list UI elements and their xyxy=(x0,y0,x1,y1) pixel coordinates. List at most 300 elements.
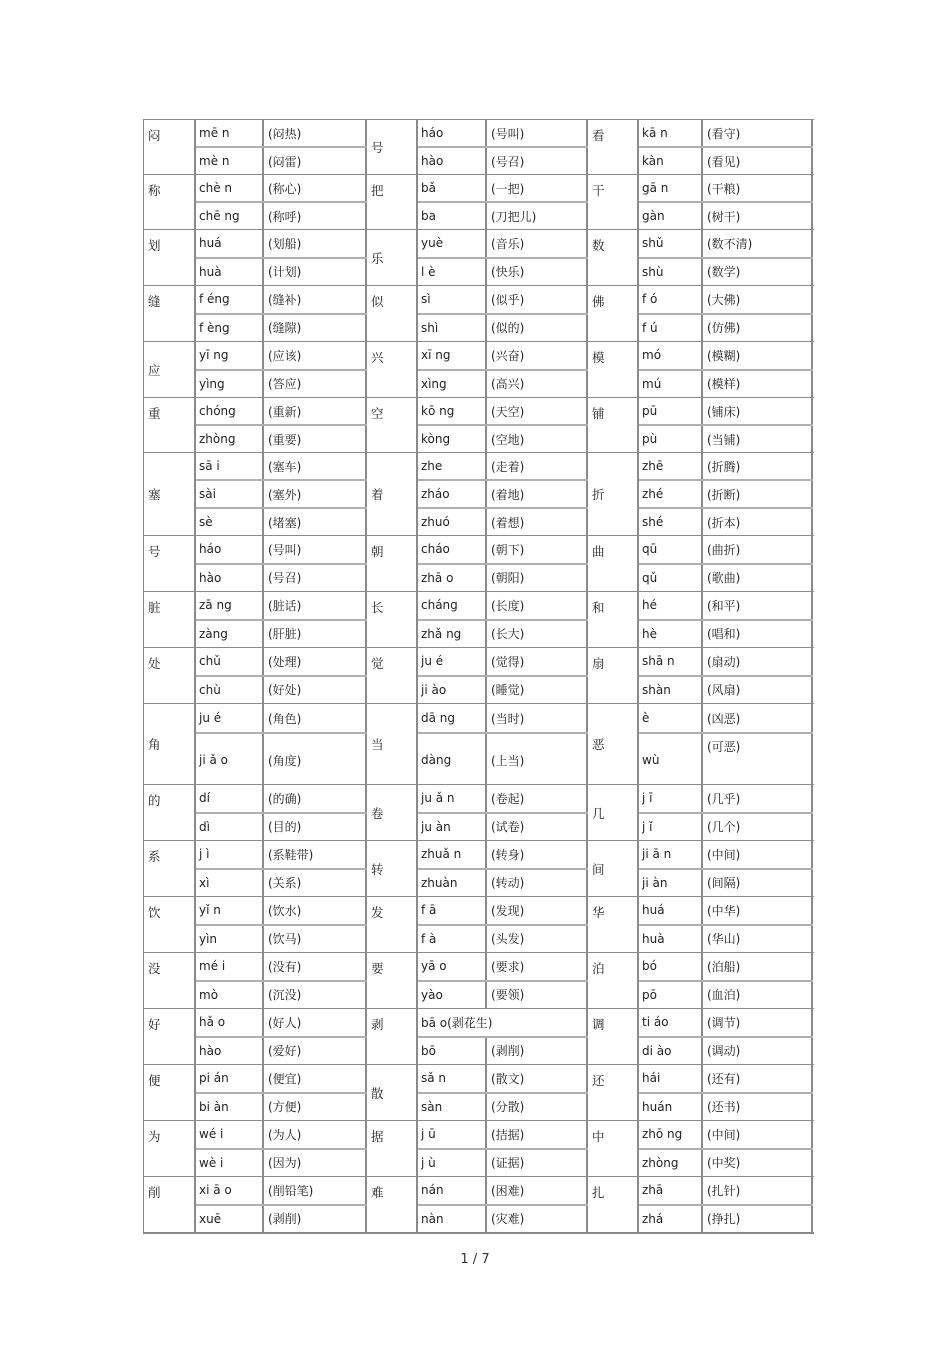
character-cell: 好 xyxy=(144,1009,196,1064)
table-row xyxy=(143,535,814,591)
example-word-cell: (似的) xyxy=(487,315,588,342)
character-cell: 泊 xyxy=(588,953,639,1008)
pinyin-cell: dā ng xyxy=(418,704,487,732)
pinyin-cell: è xyxy=(639,704,703,732)
pinyin-cell: ju é xyxy=(196,704,264,732)
reading-row xyxy=(639,1206,813,1233)
character-group xyxy=(588,897,813,952)
reading-row xyxy=(639,315,813,342)
reading-row xyxy=(639,1150,813,1177)
reading-row xyxy=(639,342,813,371)
reading-row xyxy=(418,1038,588,1065)
reading-row xyxy=(196,286,367,315)
character-cell: 还 xyxy=(588,1065,639,1120)
character-cell: 的 xyxy=(144,785,196,840)
pinyin-cell: chù xyxy=(196,677,264,704)
example-word-cell: (分散) xyxy=(487,1094,588,1121)
example-word-cell: (树干) xyxy=(703,203,813,229)
example-word-cell: (转动) xyxy=(487,870,588,897)
example-word-cell: (角度) xyxy=(264,734,367,786)
table-row xyxy=(143,840,814,896)
example-word-cell: (号召) xyxy=(264,565,367,592)
table-row xyxy=(143,896,814,952)
reading-row xyxy=(639,203,813,229)
example-word-cell: (的确) xyxy=(264,785,367,812)
reading-row xyxy=(418,953,588,982)
example-word-cell: (因为) xyxy=(264,1150,367,1177)
reading-row xyxy=(639,1038,813,1065)
pinyin-cell: ji ào xyxy=(418,677,487,704)
pinyin-cell: shé xyxy=(639,509,703,535)
character-cell: 闷 xyxy=(144,120,196,174)
character-group xyxy=(588,785,813,840)
character-group xyxy=(144,785,367,840)
pinyin-cell: j ǐ xyxy=(639,814,703,841)
reading-row xyxy=(418,704,588,734)
character-group xyxy=(588,1121,813,1176)
pinyin-cell: zhō ng xyxy=(639,1121,703,1148)
pinyin-cell: yā o xyxy=(418,953,487,980)
reading-row xyxy=(418,509,588,535)
reading-row xyxy=(639,453,813,481)
example-word-cell: (风扇) xyxy=(703,677,813,704)
example-word-cell: (划船) xyxy=(264,230,367,257)
pinyin-cell: yǐ n xyxy=(196,897,264,924)
character-cell: 处 xyxy=(144,648,196,703)
character-cell: 转 xyxy=(367,841,418,896)
pinyin-cell: yìn xyxy=(196,926,264,953)
pinyin-cell: xuē xyxy=(196,1206,264,1233)
reading-row xyxy=(418,1094,588,1121)
reading-row xyxy=(196,648,367,677)
reading-row xyxy=(196,203,367,229)
reading-row xyxy=(196,677,367,704)
example-word-cell: (还书) xyxy=(703,1094,813,1121)
pinyin-cell: huá xyxy=(196,230,264,257)
example-word-cell: (觉得) xyxy=(487,648,588,675)
reading-row xyxy=(196,398,367,426)
example-word-cell: (好处) xyxy=(264,677,367,704)
character-group xyxy=(367,841,588,896)
pinyin-cell: xī ng xyxy=(418,342,487,369)
example-word-cell: (饮水) xyxy=(264,897,367,924)
pinyin-cell: sài xyxy=(196,481,264,507)
example-word-cell: (扇动) xyxy=(703,648,813,675)
pinyin-cell: qū xyxy=(639,536,703,563)
example-word-cell: (看守) xyxy=(703,120,813,146)
page-number: 1 / 7 xyxy=(460,1252,490,1267)
pinyin-cell: hé xyxy=(639,592,703,619)
reading-row xyxy=(196,897,367,926)
example-word-cell: (似乎) xyxy=(487,286,588,313)
reading-row xyxy=(639,565,813,592)
pinyin-cell: zhòng xyxy=(639,1150,703,1177)
reading-row xyxy=(418,926,588,953)
example-word-cell: (高兴) xyxy=(487,371,588,398)
reading-row xyxy=(418,1065,588,1094)
character-group xyxy=(367,230,588,285)
reading-row xyxy=(196,953,367,982)
example-word-cell: (闷热) xyxy=(264,120,367,146)
example-word-cell: (中间) xyxy=(703,1121,813,1148)
polyphonic-character-table xyxy=(143,119,814,1234)
example-word-cell: (扎针) xyxy=(703,1177,813,1204)
character-cell: 空 xyxy=(367,398,418,452)
reading-row xyxy=(196,1150,367,1177)
pinyin-cell: l è xyxy=(418,259,487,286)
example-word-cell: (空地) xyxy=(487,426,588,452)
reading-row xyxy=(639,398,813,426)
pinyin-cell: hào xyxy=(418,148,487,174)
example-word-cell: (长度) xyxy=(487,592,588,619)
example-word-cell: (中华) xyxy=(703,897,813,924)
example-word-cell: (发现) xyxy=(487,897,588,924)
example-word-cell: (天空) xyxy=(487,398,588,424)
example-word-cell: (剥削) xyxy=(264,1206,367,1233)
example-word-cell: (折本) xyxy=(703,509,813,535)
pinyin-cell: j ì xyxy=(196,841,264,868)
pinyin-cell: wù xyxy=(639,734,703,786)
example-word-cell: (折断) xyxy=(703,481,813,507)
example-word-cell: (几乎) xyxy=(703,785,813,812)
example-word-cell: (称心) xyxy=(264,175,367,201)
pinyin-cell: zhá xyxy=(639,1206,703,1233)
reading-row xyxy=(639,982,813,1009)
example-word-cell: (没有) xyxy=(264,953,367,980)
character-group xyxy=(588,286,813,341)
reading-row xyxy=(196,371,367,398)
reading-row xyxy=(639,536,813,565)
character-group xyxy=(588,453,813,535)
character-group xyxy=(367,648,588,703)
example-word-cell: (拮据) xyxy=(487,1121,588,1148)
example-word-cell: (方便) xyxy=(264,1094,367,1121)
character-group xyxy=(367,453,588,535)
character-cell: 号 xyxy=(367,120,418,174)
reading-row xyxy=(196,814,367,841)
reading-row xyxy=(418,734,588,786)
pinyin-cell: shā n xyxy=(639,648,703,675)
character-group xyxy=(144,175,367,229)
reading-row xyxy=(639,648,813,677)
example-word-cell: (数学) xyxy=(703,259,813,286)
reading-row xyxy=(418,621,588,648)
pinyin-cell: hái xyxy=(639,1065,703,1092)
pinyin-cell: zhǎ ng xyxy=(418,621,487,648)
example-word-cell: (当铺) xyxy=(703,426,813,452)
character-cell: 着 xyxy=(367,453,418,535)
reading-row xyxy=(196,315,367,342)
character-group xyxy=(588,398,813,452)
reading-row xyxy=(196,120,367,148)
example-word-cell: (答应) xyxy=(264,371,367,398)
character-cell: 看 xyxy=(588,120,639,174)
character-cell: 调 xyxy=(588,1009,639,1064)
pinyin-cell: hào xyxy=(196,1038,264,1065)
pinyin-cell: dí xyxy=(196,785,264,812)
reading-row xyxy=(196,453,367,481)
pinyin-cell: pi án xyxy=(196,1065,264,1092)
pinyin-cell: nàn xyxy=(418,1206,487,1233)
pinyin-cell: yìng xyxy=(196,371,264,398)
character-group xyxy=(367,175,588,229)
example-word-cell: (兴奋) xyxy=(487,342,588,369)
character-group xyxy=(588,1177,813,1232)
character-cell: 为 xyxy=(144,1121,196,1176)
example-word-cell: (华山) xyxy=(703,926,813,953)
reading-row xyxy=(639,371,813,398)
table-row xyxy=(143,452,814,535)
pinyin-cell: bó xyxy=(639,953,703,980)
example-word-cell: (削铅笔) xyxy=(264,1177,367,1204)
reading-row xyxy=(196,926,367,953)
example-word-cell: (看见) xyxy=(703,148,813,174)
pinyin-cell: sǎ n xyxy=(418,1065,487,1092)
reading-row xyxy=(418,203,588,229)
character-group xyxy=(144,230,367,285)
reading-row xyxy=(639,230,813,259)
example-word-cell: (缝补) xyxy=(264,286,367,313)
pinyin-cell: f éng xyxy=(196,286,264,313)
pinyin-cell: ti áo xyxy=(639,1009,703,1036)
pinyin-cell: yī ng xyxy=(196,342,264,369)
character-cell: 削 xyxy=(144,1177,196,1232)
reading-row xyxy=(418,371,588,398)
table-row xyxy=(143,1008,814,1064)
reading-row xyxy=(418,677,588,704)
character-group xyxy=(367,1121,588,1176)
example-word-cell: (塞外) xyxy=(264,481,367,507)
reading-row xyxy=(418,175,588,203)
reading-row xyxy=(418,259,588,286)
example-word-cell: (挣扎) xyxy=(703,1206,813,1233)
character-group xyxy=(144,286,367,341)
example-word-cell: (沉没) xyxy=(264,982,367,1009)
character-group xyxy=(144,897,367,952)
table-row xyxy=(143,1176,814,1234)
pinyin-cell: zhòng xyxy=(196,426,264,452)
example-word-cell: (血泊) xyxy=(703,982,813,1009)
pinyin-cell: zhuǎ n xyxy=(418,841,487,868)
character-group xyxy=(588,704,813,784)
reading-row xyxy=(418,148,588,174)
character-group xyxy=(367,1177,588,1232)
pinyin-cell: chóng xyxy=(196,398,264,424)
example-word-cell: (长大) xyxy=(487,621,588,648)
reading-row xyxy=(418,1177,588,1206)
pinyin-cell: ji ǎ o xyxy=(196,734,264,786)
pinyin-cell: pū xyxy=(639,398,703,424)
pinyin-cell: mē n xyxy=(196,120,264,146)
example-word-cell: (几个) xyxy=(703,814,813,841)
example-word-cell: (凶恶) xyxy=(703,704,813,732)
example-word-cell: (模糊) xyxy=(703,342,813,369)
table-row xyxy=(143,229,814,285)
example-word-cell: (头发) xyxy=(487,926,588,953)
pinyin-cell: huà xyxy=(639,926,703,953)
example-word-cell: (上当) xyxy=(487,734,588,786)
character-cell: 曲 xyxy=(588,536,639,591)
reading-row xyxy=(639,426,813,452)
reading-row xyxy=(418,536,588,565)
character-group xyxy=(588,648,813,703)
reading-row xyxy=(639,621,813,648)
pinyin-cell: bi àn xyxy=(196,1094,264,1121)
example-word-cell: (要领) xyxy=(487,982,588,1009)
reading-row xyxy=(418,814,588,841)
reading-row xyxy=(418,120,588,148)
pinyin-cell: háo xyxy=(196,536,264,563)
character-cell: 没 xyxy=(144,953,196,1008)
pinyin-cell: di ào xyxy=(639,1038,703,1065)
reading-row xyxy=(639,175,813,203)
pinyin-cell: ju é xyxy=(418,648,487,675)
pinyin-cell: zhe xyxy=(418,453,487,479)
reading-row xyxy=(196,426,367,452)
pinyin-cell: wé i xyxy=(196,1121,264,1148)
character-group xyxy=(144,1009,367,1064)
example-word-cell: (刀把儿) xyxy=(487,203,588,229)
character-group xyxy=(367,1009,588,1064)
example-word-cell: (证据) xyxy=(487,1150,588,1177)
reading-row xyxy=(639,1009,813,1038)
example-word-cell: (称呼) xyxy=(264,203,367,229)
example-word-cell: (肝脏) xyxy=(264,621,367,648)
pinyin-cell: qǔ xyxy=(639,565,703,592)
character-cell: 当 xyxy=(367,704,418,784)
character-cell: 角 xyxy=(144,704,196,784)
example-word-cell: (还有) xyxy=(703,1065,813,1092)
table-row xyxy=(143,285,814,341)
example-word-cell: (间隔) xyxy=(703,870,813,897)
pinyin-cell: xì xyxy=(196,870,264,897)
reading-row xyxy=(196,982,367,1009)
example-word-cell: (重新) xyxy=(264,398,367,424)
reading-row xyxy=(639,481,813,509)
pinyin-cell: f èng xyxy=(196,315,264,342)
pinyin-cell: f ú xyxy=(639,315,703,342)
reading-row xyxy=(196,565,367,592)
reading-row xyxy=(639,286,813,315)
character-cell: 扇 xyxy=(588,648,639,703)
reading-row xyxy=(196,481,367,509)
pinyin-cell: huá xyxy=(639,897,703,924)
pinyin-cell: zhā o xyxy=(418,565,487,592)
character-cell: 称 xyxy=(144,175,196,229)
character-group xyxy=(144,120,367,174)
pinyin-cell: cháng xyxy=(418,592,487,619)
reading-row xyxy=(196,175,367,203)
character-cell: 长 xyxy=(367,592,418,647)
character-cell: 要 xyxy=(367,953,418,1008)
character-cell: 饮 xyxy=(144,897,196,952)
pinyin-cell: wè i xyxy=(196,1150,264,1177)
character-group xyxy=(367,536,588,591)
example-word-cell: (当时) xyxy=(487,704,588,732)
reading-row xyxy=(418,897,588,926)
character-group xyxy=(367,120,588,174)
reading-row xyxy=(196,342,367,371)
pinyin-cell: ju ǎ n xyxy=(418,785,487,812)
example-word-cell: (走着) xyxy=(487,453,588,479)
example-word-cell: (闷雷) xyxy=(264,148,367,174)
pinyin-cell: zhuàn xyxy=(418,870,487,897)
pinyin-cell: kā n xyxy=(639,120,703,146)
character-group xyxy=(588,120,813,174)
reading-row xyxy=(639,1177,813,1206)
character-cell: 和 xyxy=(588,592,639,647)
reading-row xyxy=(196,841,367,870)
character-group xyxy=(367,897,588,952)
example-word-cell: (缝隙) xyxy=(264,315,367,342)
reading-row xyxy=(639,814,813,841)
table-row xyxy=(143,703,814,784)
character-cell: 应 xyxy=(144,342,196,397)
pinyin-cell: huán xyxy=(639,1094,703,1121)
example-word-cell: (卷起) xyxy=(487,785,588,812)
example-word-cell: (号召) xyxy=(487,148,588,174)
character-group xyxy=(367,953,588,1008)
pinyin-cell: sā i xyxy=(196,453,264,479)
reading-row xyxy=(196,592,367,621)
character-cell: 铺 xyxy=(588,398,639,452)
example-word-cell: (大佛) xyxy=(703,286,813,313)
reading-row xyxy=(639,259,813,286)
character-group xyxy=(144,592,367,647)
pinyin-cell: ju àn xyxy=(418,814,487,841)
reading-row xyxy=(196,259,367,286)
character-group xyxy=(144,841,367,896)
example-word-cell: (铺床) xyxy=(703,398,813,424)
character-cell: 朝 xyxy=(367,536,418,591)
character-cell: 间 xyxy=(588,841,639,896)
character-cell: 模 xyxy=(588,342,639,397)
pinyin-cell: hào xyxy=(196,565,264,592)
example-word-cell: (模样) xyxy=(703,371,813,398)
reading-row xyxy=(639,897,813,926)
pinyin-cell: nán xyxy=(418,1177,487,1204)
reading-row xyxy=(639,926,813,953)
character-cell: 恶 xyxy=(588,704,639,784)
reading-row xyxy=(196,148,367,174)
character-cell: 系 xyxy=(144,841,196,896)
character-cell: 缝 xyxy=(144,286,196,341)
character-cell: 发 xyxy=(367,897,418,952)
reading-row xyxy=(196,870,367,897)
example-word-cell: (睡觉) xyxy=(487,677,588,704)
pinyin-cell: hǎ o xyxy=(196,1009,264,1036)
pinyin-cell: ji àn xyxy=(639,870,703,897)
reading-row xyxy=(639,1094,813,1121)
reading-row xyxy=(639,592,813,621)
reading-row xyxy=(196,230,367,259)
reading-row xyxy=(418,841,588,870)
example-word-cell: (为人) xyxy=(264,1121,367,1148)
character-group xyxy=(367,592,588,647)
example-word-cell: (要求) xyxy=(487,953,588,980)
character-group xyxy=(588,592,813,647)
pinyin-cell: xìng xyxy=(418,371,487,398)
character-group xyxy=(367,398,588,452)
reading-row xyxy=(639,841,813,870)
reading-row xyxy=(639,1065,813,1094)
character-group xyxy=(144,1121,367,1176)
character-cell: 卷 xyxy=(367,785,418,840)
table-row xyxy=(143,174,814,229)
reading-row xyxy=(196,1038,367,1065)
character-group xyxy=(588,536,813,591)
character-cell: 散 xyxy=(367,1065,418,1120)
